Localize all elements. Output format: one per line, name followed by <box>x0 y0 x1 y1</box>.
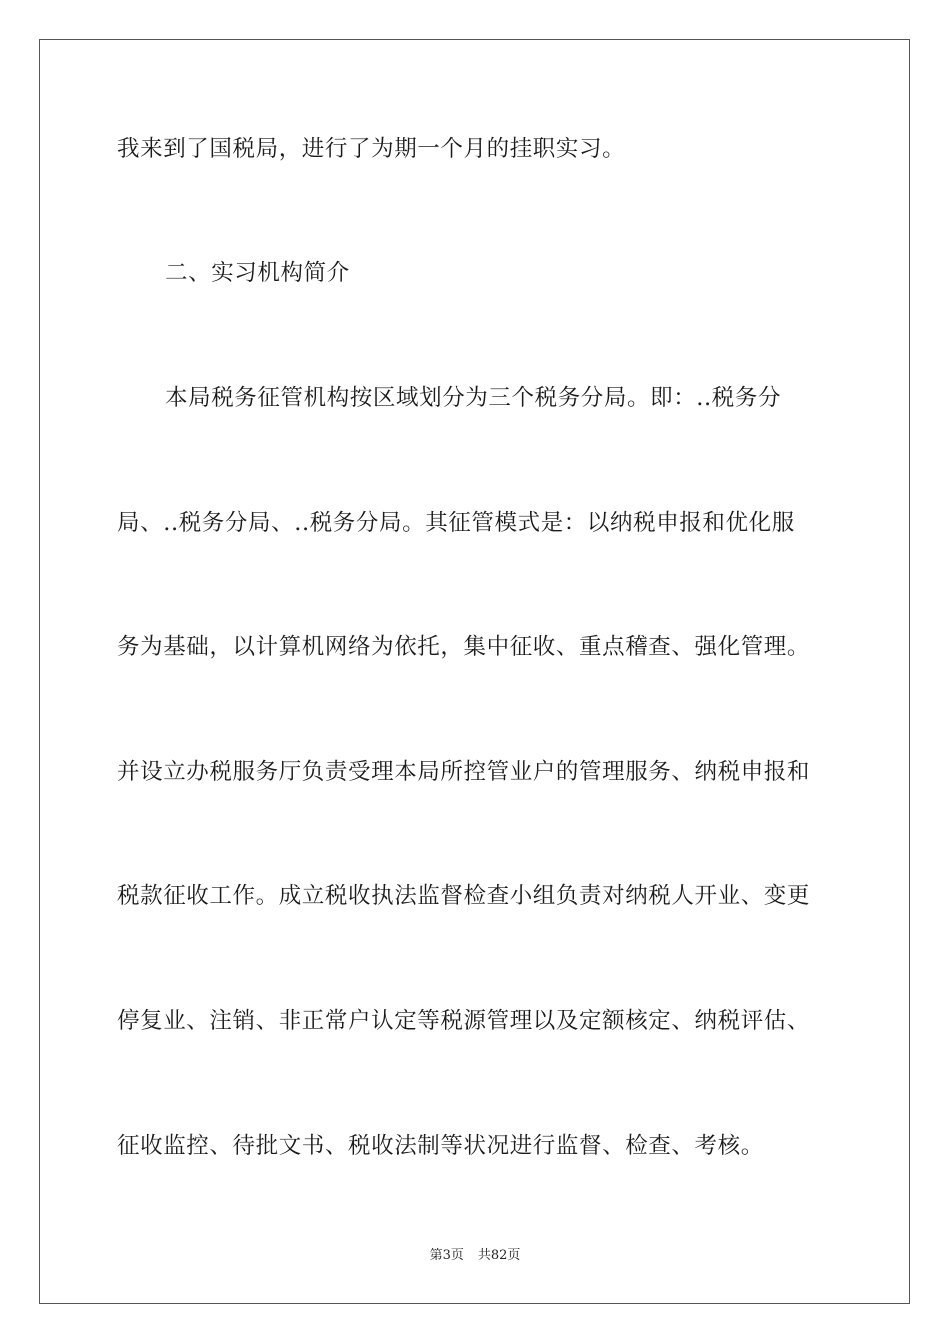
body-line-9: 征收监控、待批文书、税收法制等状况进行监督、检查、考核。 <box>117 1133 764 1159</box>
section-heading: 二、实习机构简介 <box>165 260 350 286</box>
page-frame <box>39 39 910 1304</box>
body-line-1: 我来到了国税局，进行了为期一个月的挂职实习。 <box>117 136 626 162</box>
body-line-7: 税款征收工作。成立税收执法监督检查小组负责对纳税人开业、变更 <box>117 883 811 909</box>
body-line-6: 并设立办税服务厅负责受理本局所控管业户的管理服务、纳税申报和 <box>117 759 811 785</box>
body-line-3: 本局税务征管机构按区域划分为三个税务分局。即：..税务分 <box>165 385 782 411</box>
body-line-5: 务为基础，以计算机网络为依托，集中征收、重点稽查、强化管理。 <box>117 634 811 660</box>
page-total: 共82页 <box>477 1248 521 1263</box>
page-footer <box>0 1247 950 1265</box>
body-line-4: 局、..税务分局、..税务分局。其征管模式是：以纳税申报和优化服 <box>117 510 795 536</box>
body-line-8: 停复业、注销、非正常户认定等税源管理以及定额核定、纳税评估、 <box>117 1008 811 1034</box>
page-number: 第3页 <box>429 1248 464 1263</box>
